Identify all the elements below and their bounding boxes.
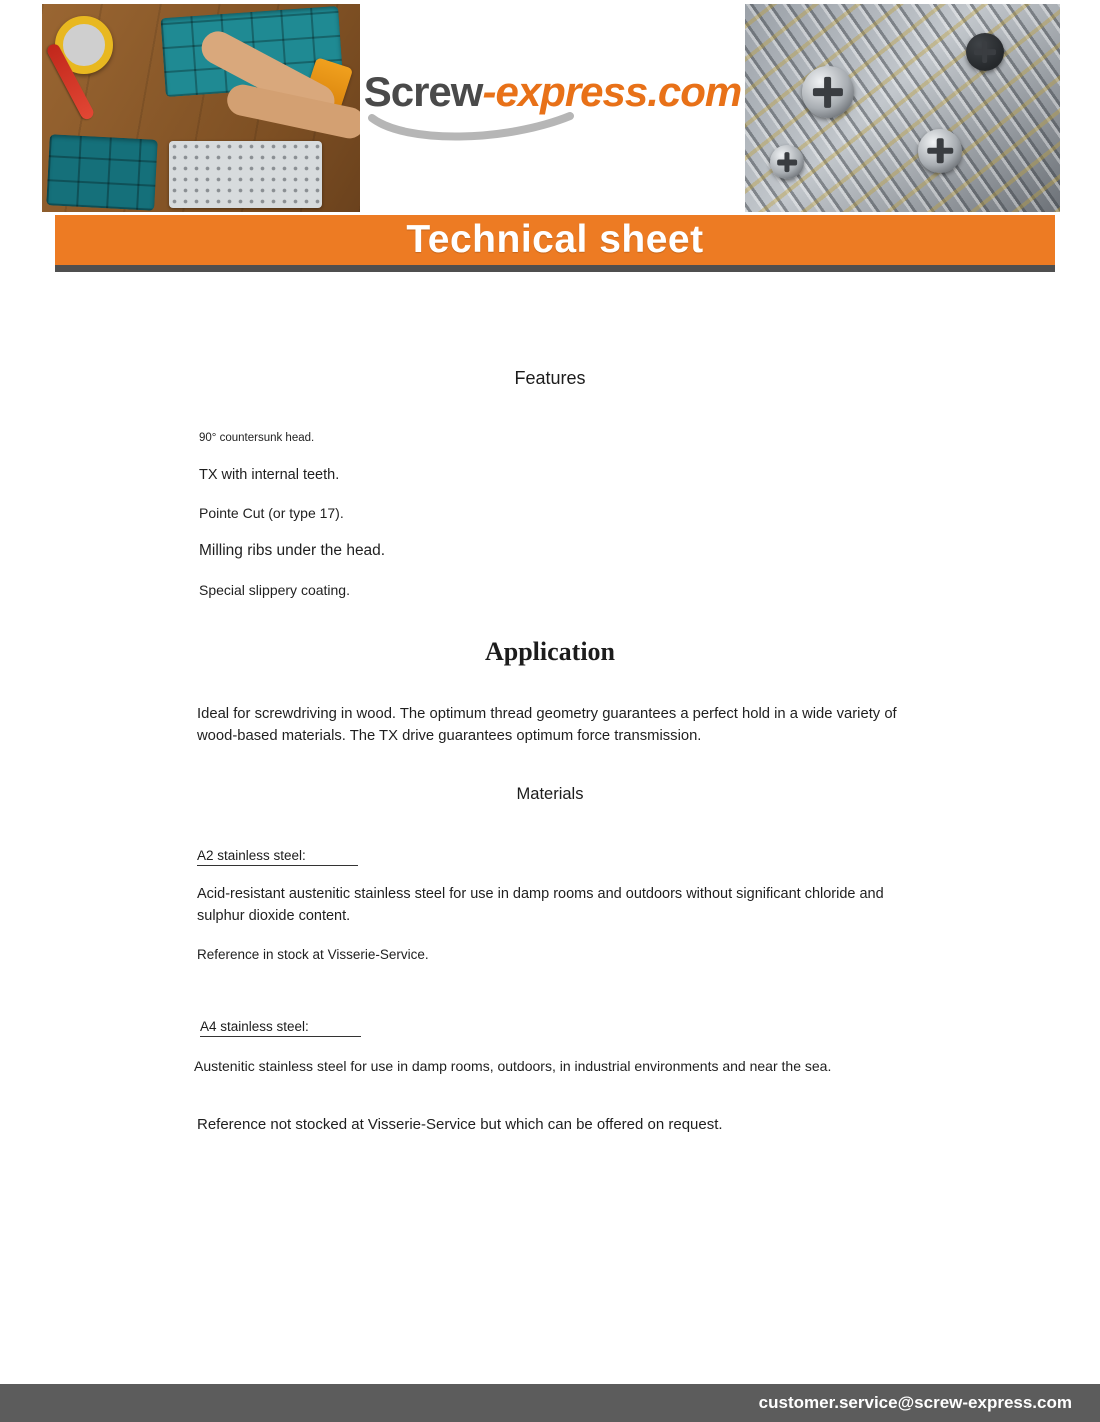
features-heading: Features: [514, 368, 586, 388]
banner-underline: [55, 265, 1055, 272]
a2-steel-label: A2 stainless steel:: [197, 848, 358, 866]
application-paragraph: Ideal for screwdriving in wood. The optimum thread geometry guarantees a perfect hold in a wide variety of wood-based materials. The TX drive guarantees optimum force transmission.: [197, 706, 897, 745]
feature-item: Pointe Cut (or type 17).: [199, 505, 344, 521]
organizer-tray-icon: [47, 134, 159, 210]
a4-steel-description: Austenitic stainless steel for use in damp rooms, outdoors, in industrial environments and near the sea.: [194, 1058, 832, 1074]
logo-swoosh-icon: [366, 112, 576, 146]
screws-photo: [745, 4, 1060, 212]
footer-email: customer.service@screw-express.com: [758, 1393, 1072, 1412]
banner: [55, 215, 1055, 265]
workbench-photo: [42, 4, 360, 212]
feature-item: Special slippery coating.: [199, 582, 350, 598]
materials-heading: Materials: [516, 785, 584, 803]
screw-head-icon: [802, 66, 854, 118]
a2-steel-reference: Reference in stock at Visserie-Service.: [197, 947, 429, 962]
feature-item: Milling ribs under the head.: [199, 542, 386, 559]
logo: [360, 42, 745, 172]
feature-item: TX with internal teeth.: [199, 467, 340, 483]
a4-steel-reference: Reference not stocked at Visserie-Service but which can be offered on request.: [197, 1116, 723, 1133]
screw-box-icon: [169, 141, 322, 208]
a2-steel-description: Acid-resistant austenitic stainless steel for use in damp rooms and outdoors without significant chloride and sulphur dioxide content.: [197, 886, 884, 924]
application-heading: Application: [484, 637, 616, 666]
screw-head-icon: [918, 129, 962, 173]
logo-part-express: -express.com: [482, 68, 742, 115]
footer-bar: [0, 1384, 1100, 1422]
screw-head-icon: [966, 33, 1004, 71]
logo-text: [364, 68, 742, 116]
logo-part-screw: Screw: [363, 68, 483, 115]
banner-title: Technical sheet: [406, 218, 704, 261]
a4-steel-label: A4 stainless steel:: [200, 1019, 361, 1037]
feature-item: 90° countersunk head.: [199, 432, 315, 444]
screw-head-icon: [770, 145, 804, 179]
